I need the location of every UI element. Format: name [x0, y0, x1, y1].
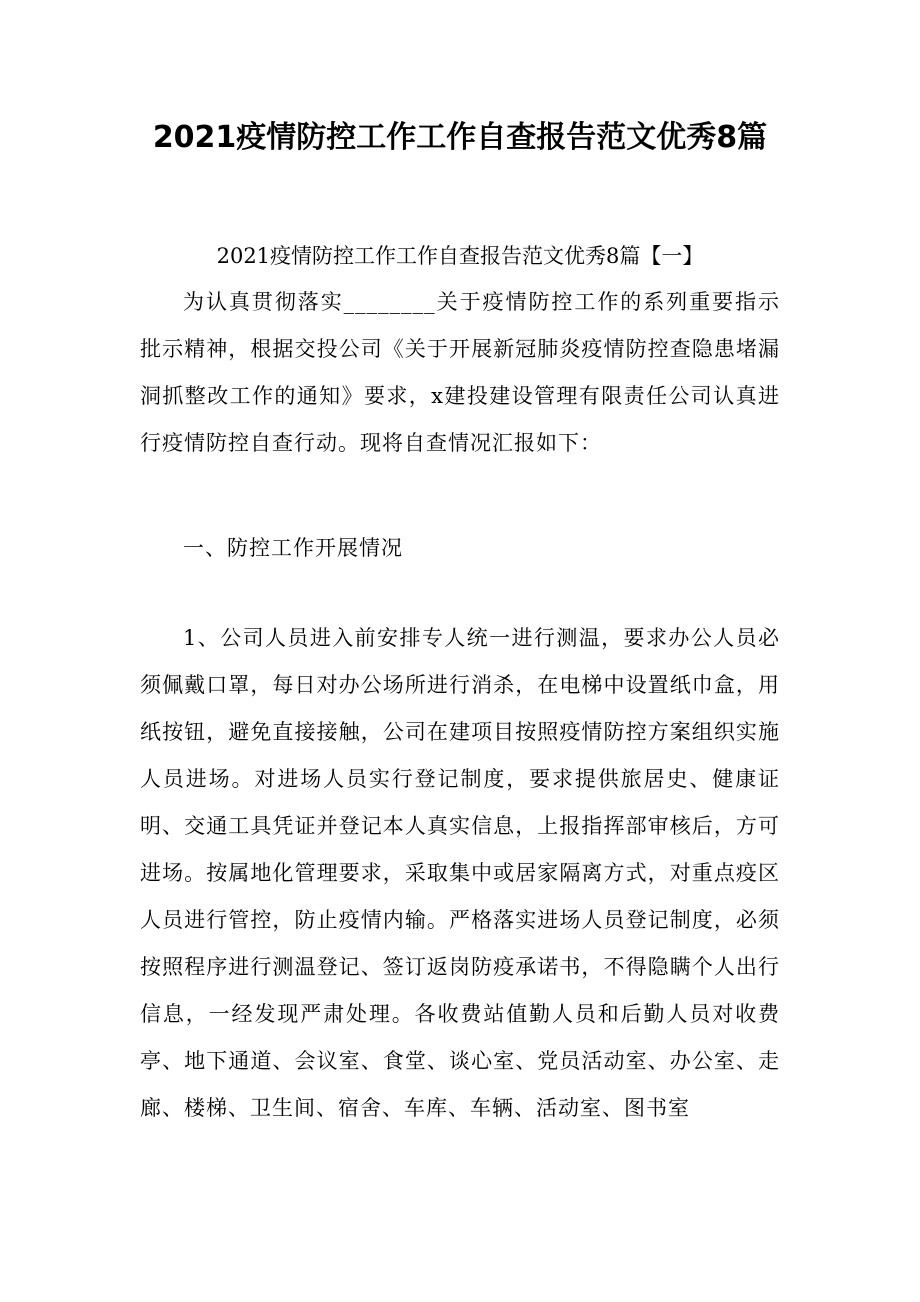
- document-title: 2021疫情防控工作工作自查报告范文优秀8篇: [152, 120, 768, 155]
- body-paragraph: 1、公司人员进入前安排专人统一进行测温，要求办公人员必须佩戴口罩，每日对办公场所进行消杀，在电梯中设置纸巾盒，用纸按钮，避免直接接触，公司在建项目按照疫情防控方案组织实施人员进场。对进场人员实行登记制度，要求提供旅居史、健康证明、交通工具凭证并登记本人真实信息，上报指挥部审核后，方可进场。按属地化管理要求，采取集中或居家隔离方式，对重点疫区人员进行管控，防止疫情内输。严格落实进场人员登记制度，必须按照程序进行测温登记、签订返岗防疫承诺书，不得隐瞒个人出行信息，一经发现严肃处理。各收费站值勤人员和后勤人员对收费亭、地下通道、会议室、食堂、谈心室、党员活动室、办公室、走廊、楼梯、卫生间、宿舍、车库、车辆、活动室、图书室: [140, 626, 780, 1120]
- section-subtitle: 2021疫情防控工作工作自查报告范文优秀8篇【一】: [216, 244, 704, 268]
- intro-paragraph: 为认真贯彻落实________关于疫情防控工作的系列重要指示批示精神，根据交投公司《关于开展新冠肺炎疫情防控查隐患堵漏洞抓整改工作的通知》要求，x建投建设管理有限责任公司认真进行疫情防控自查行动。现将自查情况汇报如下：: [140, 290, 780, 455]
- section-heading: 一、防控工作开展情况: [183, 536, 403, 560]
